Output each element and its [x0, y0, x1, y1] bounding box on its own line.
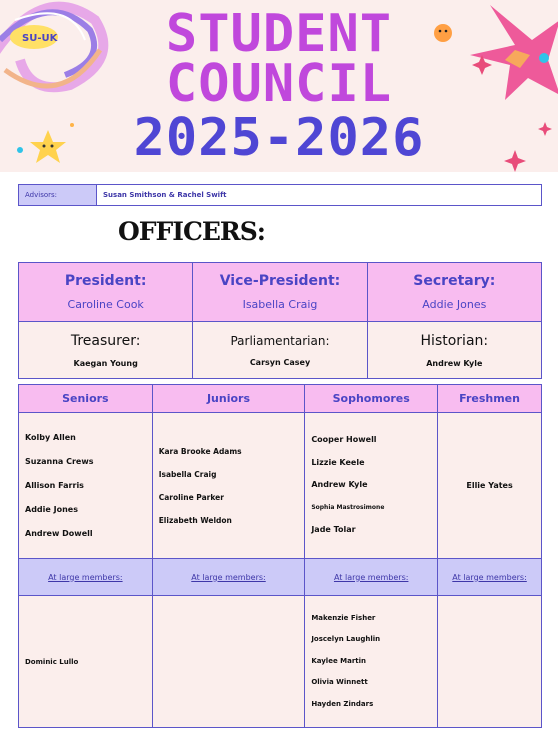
officers-heading: OFFICERS:: [118, 217, 265, 246]
at-large-name: Dominic Lullo: [25, 657, 79, 666]
list-item: Isabella Craig: [158, 469, 217, 479]
header-sophomores: Sophomores: [305, 385, 438, 413]
at-large-seniors-cell: [19, 596, 153, 728]
officer-name: Carsyn Casey: [249, 357, 311, 367]
seniors-cell: [19, 413, 153, 559]
class-representatives-table: [18, 384, 542, 728]
list-item: Kara Brooke Adams: [158, 446, 242, 456]
at-large-sophomores-cell: [305, 596, 438, 728]
officer-cell-secretary: [367, 263, 541, 322]
at-large-label-seniors: At large members:: [19, 559, 153, 596]
badge-text: SU-UK: [22, 33, 58, 44]
list-item: Allison Farris: [25, 480, 84, 490]
officer-cell-vice-president: [193, 263, 367, 322]
sophomores-cell: [305, 413, 438, 559]
list-item: Hayden Zindars: [311, 699, 374, 708]
freshmen-name: Ellie Yates: [466, 481, 513, 490]
advisors-label: Advisors:: [19, 185, 97, 205]
officer-cell-historian: [367, 322, 541, 379]
juniors-list: [153, 440, 305, 532]
at-large-label-freshmen: At large members:: [438, 559, 542, 596]
role-label: Historian:: [420, 332, 489, 349]
list-item: Kolby Allen: [25, 432, 76, 442]
role-label: Vice-President:: [219, 273, 341, 289]
sophomores-list: [305, 429, 437, 542]
list-item: Andrew Kyle: [311, 480, 368, 490]
list-item: Addie Jones: [25, 504, 78, 514]
at-large-juniors-cell: [152, 596, 305, 728]
officer-name: Addie Jones: [422, 298, 487, 311]
officers-table: [18, 262, 542, 379]
title-line-1: STUDENT: [165, 4, 393, 64]
at-large-sophomores-list: [305, 608, 437, 716]
at-large-label-sophomores: At large members:: [305, 559, 438, 596]
list-item: Caroline Parker: [158, 492, 224, 502]
list-item: Makenzie Fisher: [311, 613, 376, 622]
list-item: Elizabeth Weldon: [158, 515, 232, 525]
officer-name: Kaegan Young: [73, 358, 138, 368]
role-label: Parliamentarian:: [230, 333, 330, 348]
list-item: Suzanna Crews: [25, 456, 94, 466]
list-item: Kaylee Martin: [311, 656, 367, 665]
officer-cell-parliamentarian: [193, 322, 367, 379]
banner: [0, 0, 558, 172]
header-seniors: Seniors: [19, 385, 153, 413]
officer-name: Andrew Kyle: [426, 358, 483, 368]
officer-name: Caroline Cook: [67, 298, 144, 311]
officer-name: Isabella Craig: [242, 298, 318, 311]
title-year: 2025-2026: [133, 108, 425, 168]
advisors-names: Susan Smithson & Rachel Swift: [103, 191, 227, 199]
role-label: Secretary:: [413, 273, 496, 289]
role-label: President:: [64, 273, 147, 289]
list-item: Jade Tolar: [311, 525, 356, 535]
at-large-label-juniors: At large members:: [152, 559, 305, 596]
list-item: Lizzie Keele: [311, 457, 365, 467]
list-item: Andrew Dowell: [25, 528, 93, 538]
list-item: Cooper Howell: [311, 435, 377, 445]
title-line-2: COUNCIL: [165, 54, 393, 114]
header-juniors: Juniors: [152, 385, 305, 413]
juniors-cell: [152, 413, 305, 559]
list-item: Sophia Mastrosimone: [311, 503, 385, 511]
at-large-freshmen-cell: [438, 596, 542, 728]
list-item: Olivia Winnett: [311, 678, 368, 687]
seniors-list: [19, 426, 152, 546]
role-label: Treasurer:: [70, 332, 141, 349]
officer-cell-treasurer: [19, 322, 193, 379]
freshmen-cell: [438, 413, 542, 559]
list-item: Joscelyn Laughlin: [311, 635, 381, 644]
header-freshmen: Freshmen: [438, 385, 542, 413]
officer-cell-president: [19, 263, 193, 322]
advisors-row: [18, 184, 542, 206]
